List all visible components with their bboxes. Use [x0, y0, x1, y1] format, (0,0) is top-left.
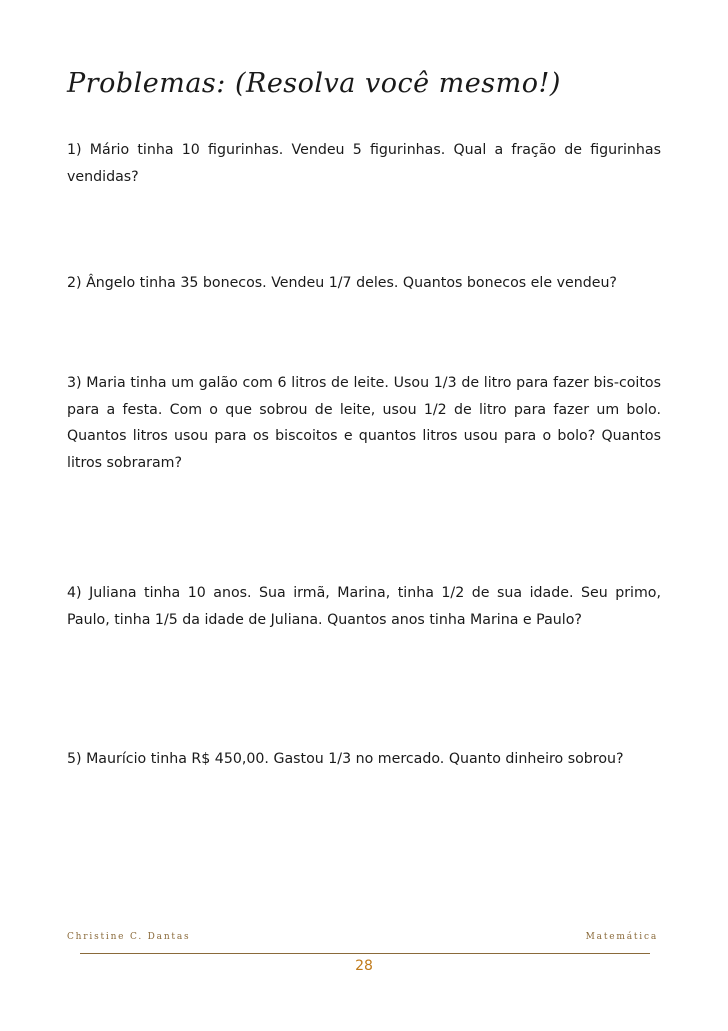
footer-author: Christine C. Dantas [67, 932, 191, 942]
problem-5: 5) Maurício tinha R$ 450,00. Gastou 1/3 no mercado. Quanto dinheiro sobrou? [67, 751, 624, 767]
footer-subject: Matemática [585, 932, 658, 942]
page-number: 28 [355, 958, 373, 974]
problem-2: 2) Ângelo tinha 35 bonecos. Vendeu 1/7 deles. Quantos bonecos ele vendeu? [67, 275, 617, 291]
problem-4: 4) Juliana tinha 10 anos. Sua irmã, Marina, tinha 1/2 de sua idade. Seu primo, Paulo, tinha 1/5 da idade de Juliana. Quantos anos tinha Marina e Paulo? [67, 585, 661, 628]
page-title: Problemas: (Resolva você mesmo!) [67, 68, 561, 99]
problem-3: 3) Maria tinha um galão com 6 litros de leite. Usou 1/3 de litro para fazer bis-coitos para a festa. Com o que sobrou de leite, usou 1/2 de litro para fazer um bolo. Quantos litros usou para os biscoitos e quantos litros usou para o bolo? Quantos litros sobraram? [67, 375, 661, 471]
problem-1: 1) Mário tinha 10 figurinhas. Vendeu 5 figurinhas. Qual a fração de figurinhas vendidas? [67, 142, 661, 185]
footer-divider [80, 953, 650, 954]
